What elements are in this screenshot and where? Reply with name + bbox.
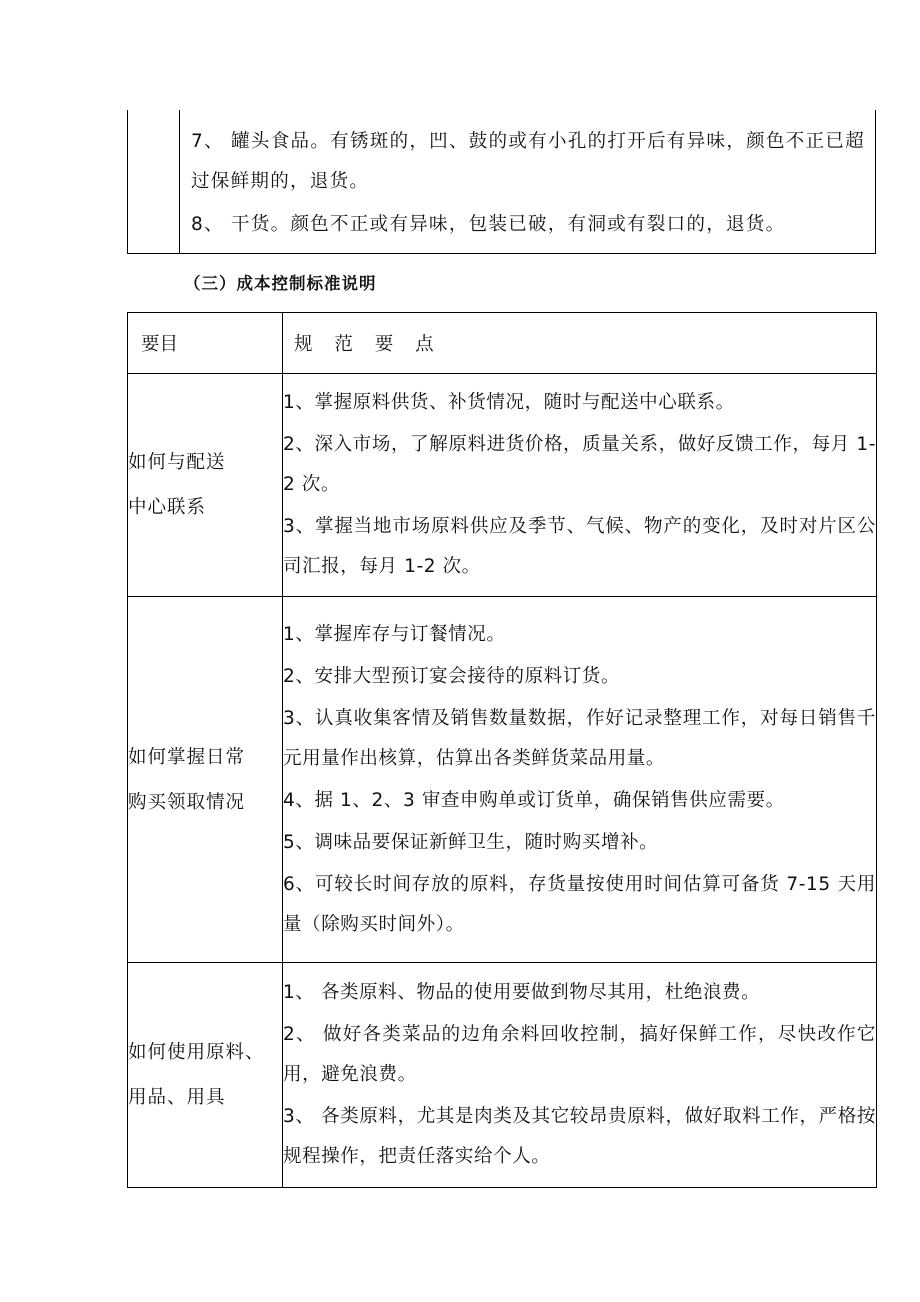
row-items-cell <box>283 374 877 597</box>
table-header-row <box>128 313 877 374</box>
column-divider <box>179 110 180 253</box>
topic-line: 如何与配送 <box>128 452 226 473</box>
list-item: 2、安排大型预订宴会接待的原料订货。 <box>283 665 621 687</box>
table-row <box>128 597 877 963</box>
row-topic-cell <box>128 963 283 1188</box>
table-row <box>128 374 877 597</box>
list-item: 7、 罐头食品。有锈斑的，凹、鼓的或有小孔的打开后有异味，颜色不正已超过保鲜期的，退货。 <box>191 131 865 192</box>
list-item: 1、掌握原料供货、补货情况，随时与配送中心联系。 <box>283 392 735 413</box>
header-cell-topic: 要目 <box>128 313 283 374</box>
list-item: 2、 做好各类菜品的边角余料回收控制，搞好保鲜工作，尽快改作它用，避免浪费。 <box>283 1024 876 1085</box>
list-item: 3、认真收集客情及销售数量数据，作好记录整理工作，对每日销售千元用量作出核算，估算出各类鲜货菜品用量。 <box>283 707 876 769</box>
row-topic-cell <box>128 597 283 963</box>
list-item: 2、深入市场，了解原料进货价格，质量关系，做好反馈工作，每月 1-2 次。 <box>283 434 876 495</box>
list-item: 3、 各类原料，尤其是肉类及其它较昂贵原料，做好取料工作，严格按规程操作，把责任落实给个人。 <box>283 1106 876 1167</box>
row-items-cell <box>283 963 877 1188</box>
topic-line: 用品、用具 <box>128 1087 226 1108</box>
cost-control-table <box>127 312 877 1188</box>
list-item: 5、调味品要保证新鲜卫生，随时购买增补。 <box>283 831 659 853</box>
header-cell-points: 规 范 要 点 <box>283 313 877 374</box>
section-title: （三）成本控制标准说明 <box>184 274 377 293</box>
list-item: 8、 干货。颜色不正或有异味，包装已破，有洞或有裂口的，退货。 <box>191 214 786 235</box>
list-item: 1、 各类原料、物品的使用要做到物尽其用，杜绝浪费。 <box>283 982 761 1003</box>
row-topic-cell <box>128 374 283 597</box>
list-item: 3、掌握当地市场原料供应及季节、气候、物产的变化，及时对片区公司汇报，每月 1-2 次。 <box>283 516 876 577</box>
list-item: 1、掌握库存与订餐情况。 <box>283 623 506 645</box>
continued-table-fragment <box>127 110 876 254</box>
topic-line: 如何掌握日常 <box>128 746 246 768</box>
topic-line: 如何使用原料、 <box>128 1042 265 1063</box>
topic-line: 中心联系 <box>128 497 207 518</box>
continued-table-body <box>191 122 865 245</box>
table-row <box>128 963 877 1188</box>
row-items-cell <box>283 597 877 963</box>
topic-line: 购买领取情况 <box>128 791 246 813</box>
list-item: 6、可较长时间存放的原料，存货量按使用时间估算可备货 7-15 天用量（除购买时间外）。 <box>283 873 876 935</box>
list-item: 4、据 1、2、3 审查申购单或订货单，确保销售供应需要。 <box>283 789 785 811</box>
